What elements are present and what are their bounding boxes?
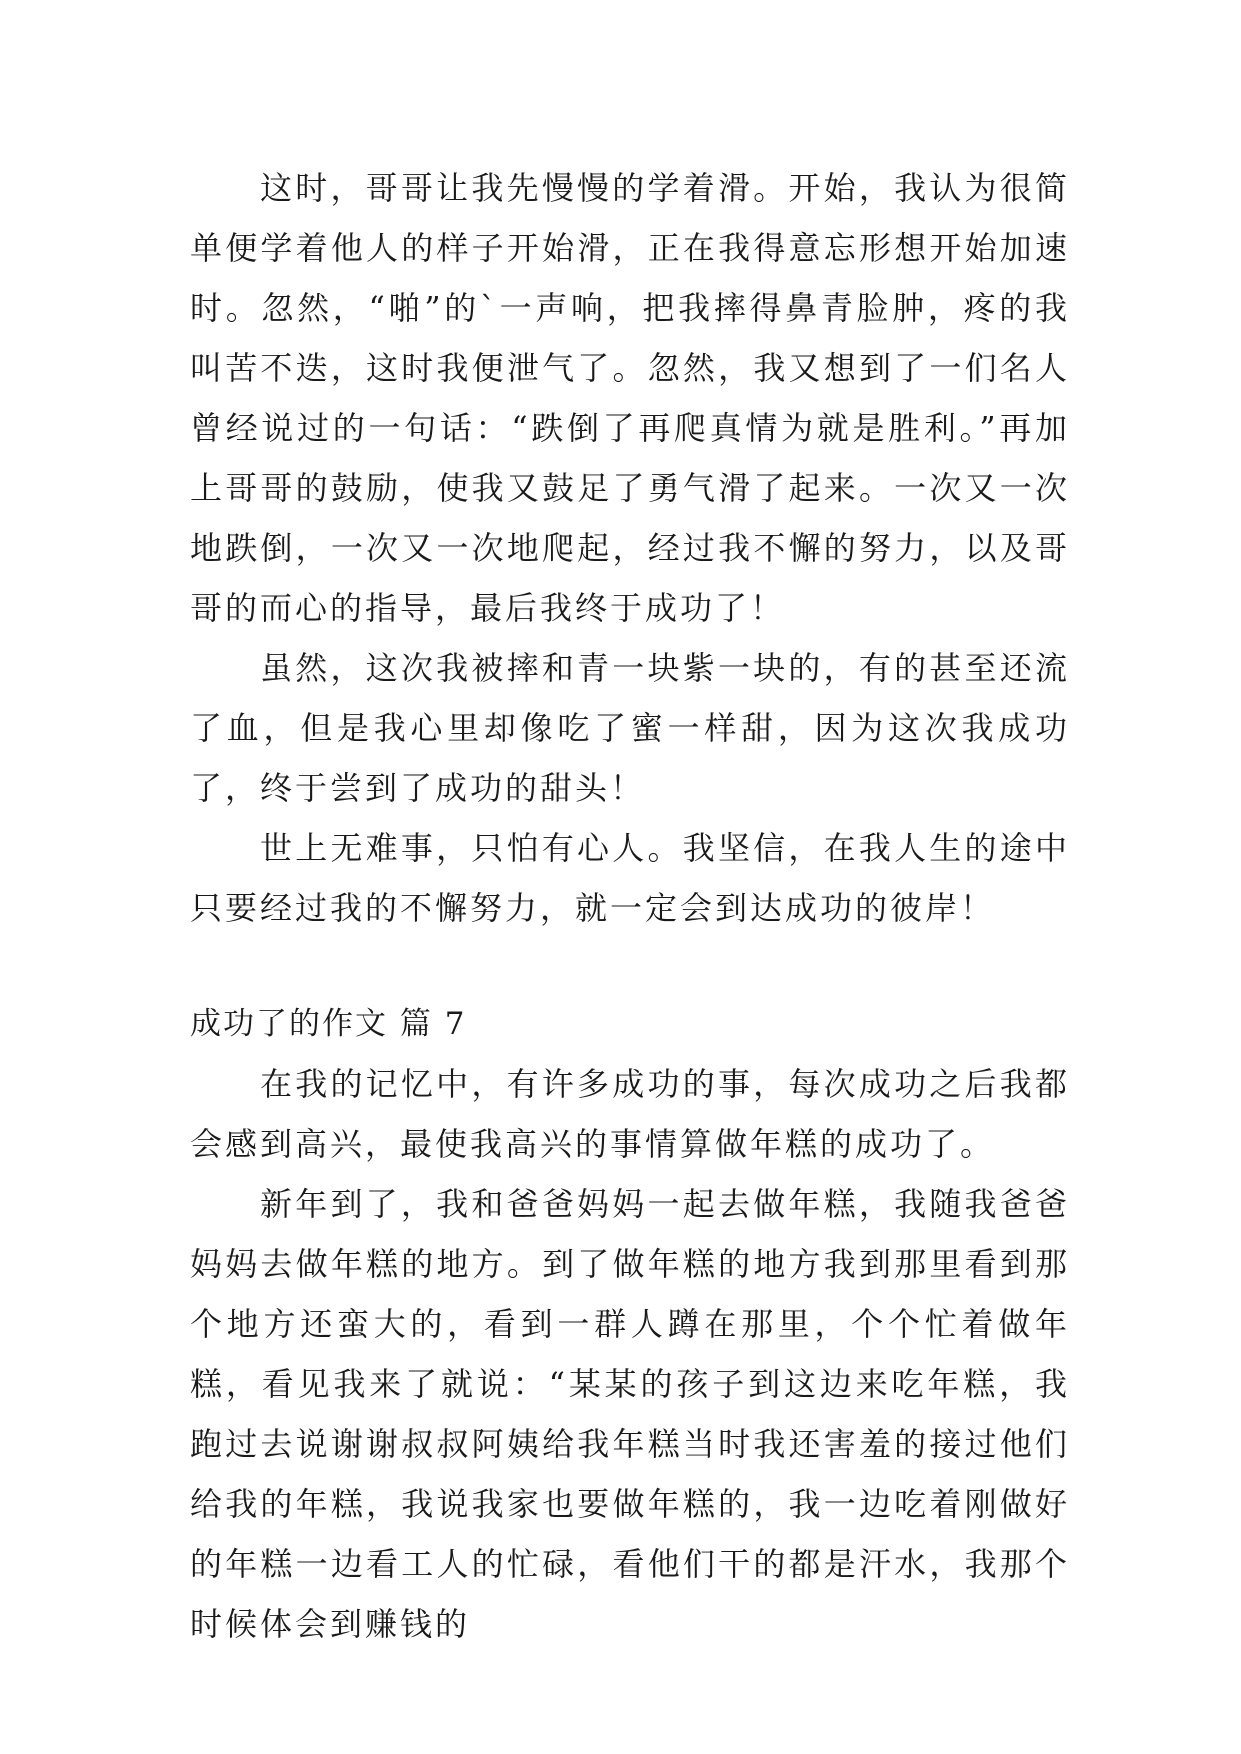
paragraph: 世上无难事，只怕有心人。我坚信，在我人生的途中只要经过我的不懈努力，就一定会到达成功的彼岸！ — [190, 829, 1070, 927]
document-body — [190, 158, 1070, 1654]
paragraph: 新年到了，我和爸爸妈妈一起去做年糕，我随我爸爸妈妈去做年糕的地方。到了做年糕的地方我到那里看到那个地方还蛮大的，看到一群人蹲在那里，个个忙着做年糕，看见我来了就说：“某某的孩子到这边来吃年糕，我跑过去说谢谢叔叔阿姨给我年糕当时我还害羞的接过他们给我的年糕，我说我家也要做年糕的，我一边吃着刚做好的年糕一边看工人的忙碌，看他们干的都是汗水，我那个时候体会到赚钱的 — [190, 1185, 1070, 1643]
paragraph: 在我的记忆中，有许多成功的事，每次成功之后我都会感到高兴，最使我高兴的事情算做年糕的成功了。 — [190, 1065, 1070, 1163]
paragraph: 虽然，这次我被摔和青一块紫一块的，有的甚至还流了血，但是我心里却像吃了蜜一样甜，因为这次我成功了，终于尝到了成功的甜头！ — [190, 649, 1070, 807]
paragraph: 这时，哥哥让我先慢慢的学着滑。开始，我认为很简单便学着他人的样子开始滑，正在我得意忘形想开始加速时。忽然，“啪”的`一声响，把我摔得鼻青脸肿，疼的我叫苦不迭，这时我便泄气了。忽然，我又想到了一们名人曾经说过的一句话：“跌倒了再爬真情为就是胜利。”再加上哥哥的鼓励，使我又鼓足了勇气滑了起来。一次又一次地跌倒，一次又一次地爬起，经过我不懈的努力，以及哥哥的而心的指导，最后我终于成功了！ — [190, 169, 1070, 627]
section-heading: 成功了的作文 篇 7 — [190, 1006, 467, 1042]
